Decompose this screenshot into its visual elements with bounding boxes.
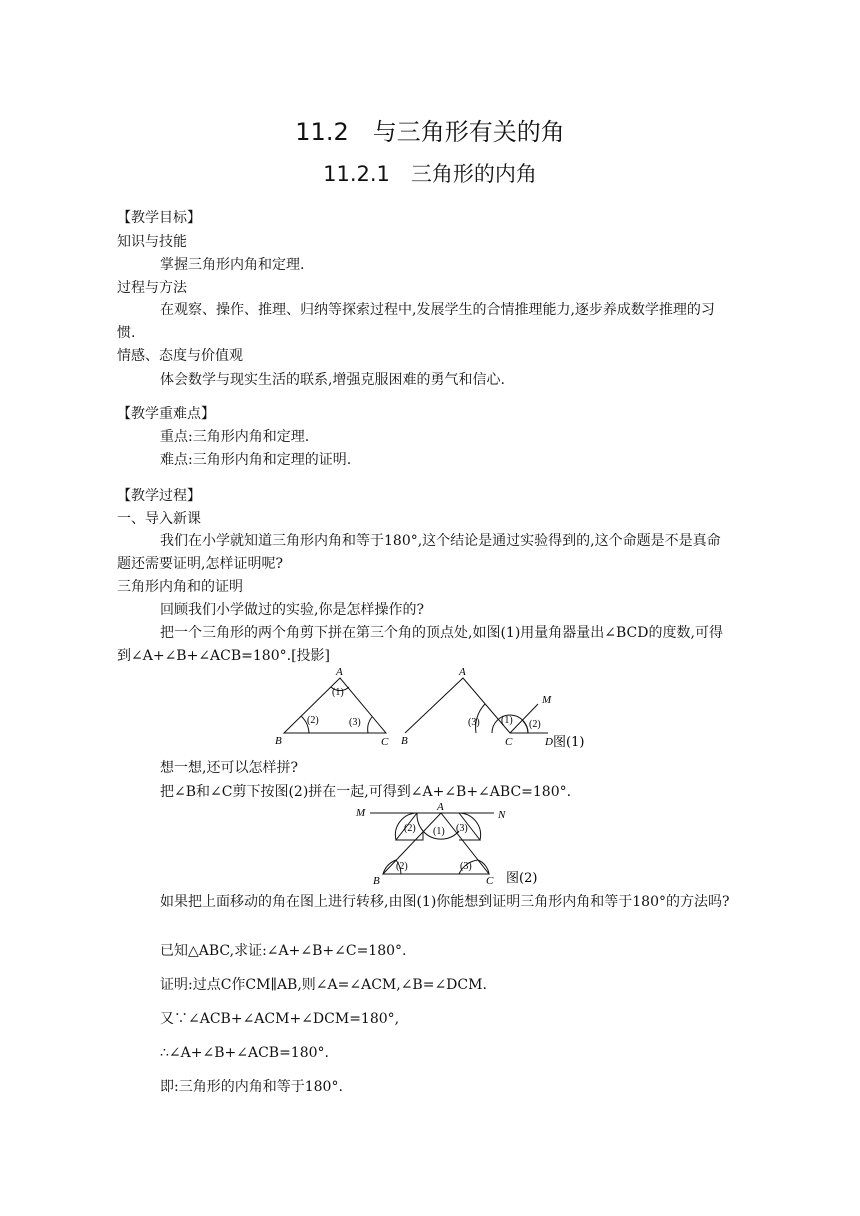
fig1-left-label-a: A [336, 666, 343, 678]
teaching-process-heading: 【教学过程】 [117, 488, 201, 504]
process-heading: 过程与方法 [117, 280, 187, 296]
page-title: 11.2 与三角形有关的角 [295, 118, 565, 146]
think-text: 想一想,还可以怎样拼? [160, 760, 298, 776]
figure-1 [270, 664, 600, 752]
intro-paragraph: 我们在小学就知道三角形内角和等于180°,这个结论是通过实验得到的,这个命题是不是真命题还需要证明,怎样证明呢? [117, 533, 721, 572]
fig1-left-label-c: C [381, 736, 389, 748]
recall-text: 回顾我们小学做过的实验,你是怎样操作的? [160, 602, 424, 618]
fig1-left-label-b: B [275, 735, 282, 747]
fig2-angle-top-1: (1) [433, 826, 445, 837]
proof-step-1: 证明:过点C作CM∥AB,则∠A=∠ACM,∠B=∠DCM. [160, 977, 487, 993]
fig2-label-m: M [356, 807, 366, 819]
operation-paragraph: 把一个三角形的两个角剪下拼在第三个角的顶点处,如图(1)用量角器量出∠BCD的度数,可得到∠A+∠B+∠ACB=180°.[投影] [117, 625, 723, 664]
given-text: 已知△ABC,求证:∠A+∠B+∠C=180°. [160, 943, 407, 959]
figure-2-caption: 图(2) [506, 871, 538, 886]
fig2-paragraph: 把∠B和∠C剪下按图(2)拼在一起,可得到∠A+∠B+∠ABC=180°. [160, 784, 572, 800]
emotion-text: 体会数学与现实生活的联系,增强克服困难的勇气和信心. [160, 372, 505, 388]
figure-2 [352, 800, 552, 888]
keypoints-heading: 【教学重难点】 [117, 406, 215, 422]
process-text: 在观察、操作、推理、归纳等探索过程中,发展学生的合情推理能力,逐步养成数学推理的习惯. [117, 302, 715, 341]
fig1-right-angle-3: (3) [468, 717, 480, 728]
fig2-angle-top-2: (2) [404, 823, 416, 834]
knowledge-heading: 知识与技能 [117, 234, 187, 250]
fig1-right-angle-2: (2) [529, 719, 541, 730]
fig2-label-b: B [373, 875, 380, 887]
key-point-text: 重点:三角形内角和定理. [160, 429, 310, 445]
fig1-left-angle-1: (1) [332, 687, 344, 698]
knowledge-text: 掌握三角形内角和定理. [160, 257, 305, 273]
fig2-angle-top-3: (3) [456, 823, 468, 834]
fig1-right-label-b: B [401, 735, 408, 747]
objectives-heading: 【教学目标】 [117, 210, 201, 226]
proof-step-3: ∴∠A+∠B+∠ACB=180°. [160, 1045, 329, 1061]
conclusion-text: 即:三角形的内角和等于180°. [160, 1079, 343, 1095]
fig2-label-c: C [486, 875, 494, 887]
section-intro-heading: 一、导入新课 [117, 511, 201, 527]
emotion-heading: 情感、态度与价值观 [117, 348, 243, 364]
fig1-right-label-a: A [459, 666, 466, 678]
page-subtitle: 11.2.1 三角形的内角 [323, 162, 537, 186]
fig2-label-a: A [437, 801, 444, 813]
fig2-angle-bottom-3: (3) [460, 861, 472, 872]
proof-heading: 三角形内角和的证明 [117, 579, 243, 595]
difficulty-text: 难点:三角形内角和定理的证明. [160, 452, 352, 468]
fig2-angle-bottom-2: (2) [396, 861, 408, 872]
figure-1-caption: 图(1) [553, 735, 585, 750]
question-paragraph: 如果把上面移动的角在图上进行转移,由图(1)你能想到证明三角形内角和等于180°的方法吗? [160, 894, 730, 910]
proof-step-2: 又∵∠ACB+∠ACM+∠DCM=180°, [160, 1011, 400, 1027]
fig1-left-angle-3: (3) [349, 717, 361, 728]
fig1-right-label-m: M [542, 694, 552, 706]
fig2-label-n: N [498, 809, 506, 821]
fig1-left-angle-2: (2) [307, 715, 319, 726]
fig1-right-label-c: C [505, 736, 513, 748]
fig1-right-label-d: D [545, 736, 553, 748]
fig1-right-angle-1: (1) [501, 715, 513, 726]
